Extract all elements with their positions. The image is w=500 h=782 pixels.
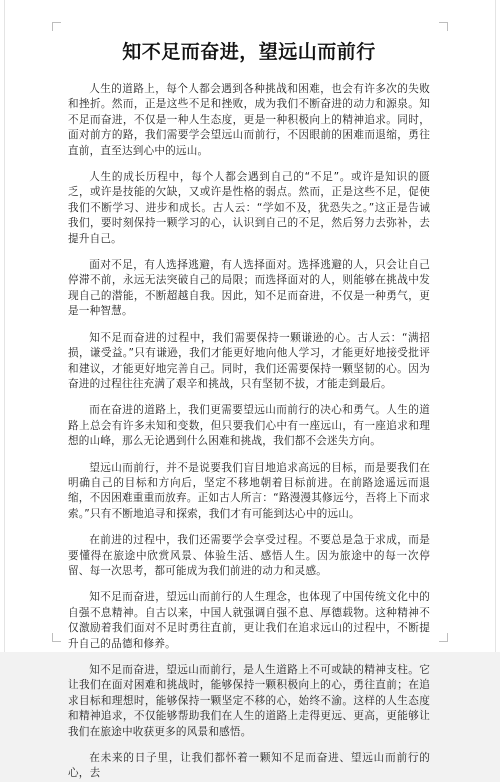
paragraph-10: 在未来的日子里，让我们都怀着一颗知不足而奋进、望远山而前行的心，去 — [68, 752, 430, 780]
paragraph-1: 人生的道路上，每个人都会遇到各种挑战和困难，也会有许多次的失败和挫折。然而，正是这些不足和挫败，成为我们不断奋进的动力和源泉。知不足而奋进，不仅是一种人生态度，更是一种积极向上的精神追求。同时，面对前方的路，我们需要学会望远山而前行，不因眼前的困难而退缩，勇往直前，直至达到心中的远山。 — [68, 83, 430, 157]
paragraph-7: 在前进的过程中，我们还需要学会享受过程。不要总是急于求成，而是要懂得在旅途中欣赏风景、体验生活、感悟人生。因为旅途中的每一次停留、每一次思考，都可能成为我们前进的动力和灵感。 — [68, 534, 430, 577]
paragraph-3: 面对不足，有人选择逃避，有人选择面对。选择逃避的人，只会让自己停滞不前，永远无法突破自己的局限；而选择面对的人，则能够在挑战中发现自己的潜能，不断超越自我。因此，知不足而奋进，不仅是一种勇气，更是一种智慧。 — [68, 259, 430, 318]
crop-mark-top-left — [52, 22, 61, 31]
page-edge-right — [495, 0, 496, 652]
paragraph-6: 望远山而前行，并不是说要我们盲目地追求高远的目标，而是要我们在明确自己的目标和方向后，坚定不移地朝着目标前进。在前路途遥远而退缩，不因困难重重而放弃。正如古人所言：“路漫漫其修远兮，吾将上下而求索。”只有不断地追寻和探索，我们才有可能到达心中的远山。 — [68, 461, 430, 520]
crop-mark-bottom-right — [439, 633, 448, 642]
paragraph-5: 而在奋进的道路上，我们更需要望远山而前行的决心和勇气。人生的道路上总会有许多未知和变数，但只要我们心中有一座远山，有一座追求和理想的山峰，那么无论遇到什么困难和挑战，我们都不会迷失方向。 — [68, 404, 430, 448]
paragraph-8: 知不足而奋进，望远山而前行的人生理念，也体现了中国传统文化中的自强不息精神。自古以来，中国人就强调自强不息、厚德载物。这种精神不仅激励着我们面对不足时勇往直前，更让我们在追求远山的过程中，不断提升自己的品德和修养。 — [68, 591, 430, 650]
crop-mark-top-right — [439, 22, 448, 31]
paragraph-4: 知不足而奋进的过程中，我们需要保持一颗谦逊的心。古人云：“满招损，谦受益。”只有谦逊，我们才能更好地向他人学习，才能更好地接受批评和建议，才能更好地完善自己。同时，我们还需要保持一颗坚韧的心。因为奋进的过程往往充满了艰辛和挑战，只有坚韧不拔，才能走到最后。 — [68, 331, 430, 390]
paragraph-9: 知不足而奋进，望远山而前行，是人生道路上不可或缺的精神支柱。它让我们在面对困难和挑战时，能够保持一颗积极向上的心，勇往直前；在追求目标和理想时，能够保持一颗坚定不移的心，始终不渝。这样的人生态度和精神追求，不仅能够帮助我们在人生的道路上走得更远、更高，更能够让我们在旅途中收获更多的风景和感悟。 — [68, 664, 430, 738]
crop-mark-bottom-left — [52, 633, 61, 642]
page-edge-left — [4, 0, 5, 652]
paragraph-2: 人生的成长历程中，每个人都会遇到自己的“不足”。或许是知识的匮乏，或许是技能的欠缺，又或许是性格的弱点。然而，正是这些不足，促使我们不断学习、进步和成长。古人云：“学如不及，犹恐失之。”这正是告诫我们，要时刻保持一颗学习的心，认识到自己的不足，然后努力去弥补，去提升自己。 — [68, 171, 430, 245]
document-title: 知不足而奋进，望远山而前行 — [122, 41, 376, 63]
